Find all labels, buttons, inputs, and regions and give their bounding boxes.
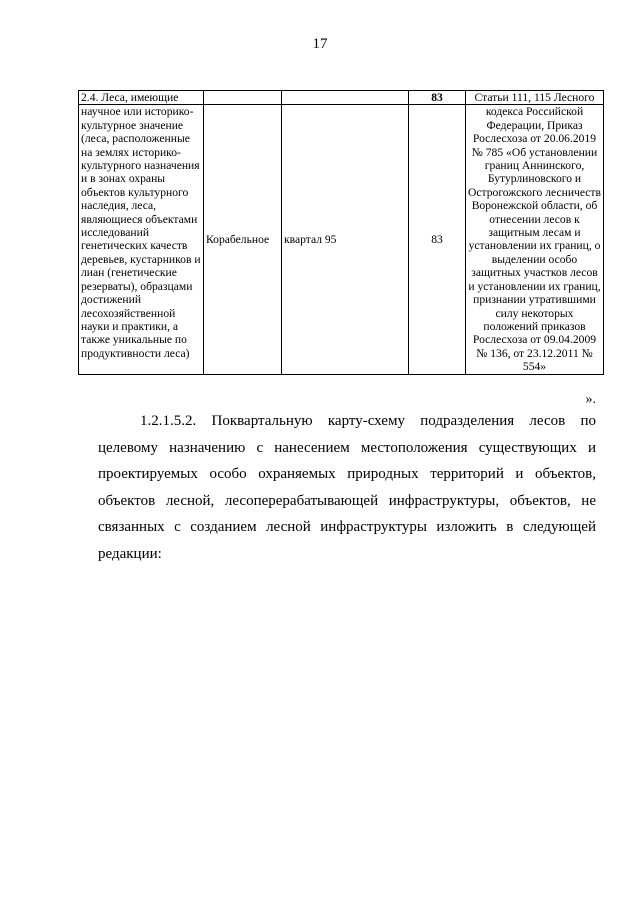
cell-quarter: квартал 95 xyxy=(282,105,409,374)
cell-category-title: 2.4. Леса, имеющие xyxy=(79,91,204,105)
table-row-body xyxy=(79,105,604,374)
cell-area: 83 xyxy=(409,105,466,374)
forest-designation-table xyxy=(78,90,604,375)
body-paragraph xyxy=(98,408,596,567)
cell-forestry: Корабельное xyxy=(204,105,282,374)
paragraph-text: 1.2.1.5.2. Поквартальную карту-схему подразделения лесов по целевому назначению с нанесением местоположения существующих и проектируемых особо охраняемых природных территорий и объектов, объектов лесной, лесоперерабатывающей инфраструктуры, объектов, не связанных с созданием лесной инфраструктуры изложить в следующей редакции: xyxy=(98,413,596,562)
cell-empty-quarter xyxy=(282,91,409,105)
table-row-header xyxy=(79,91,604,105)
page-number: 17 xyxy=(312,36,328,52)
closing-quote: ». xyxy=(585,392,596,407)
cell-category-description: научное или историко-культурное значение (леса, расположенные на землях историко-культурного назначения и в зонах охраны объектов культурного наследия, леса, являющиеся объектами исследований генетических качеств деревьев, кустарников и лиан (генетические резерваты), образцами достижений лесохозяйственной науки и практики, а также уникальные по продуктивности леса) xyxy=(79,105,204,374)
cell-total-area: 83 xyxy=(409,91,466,105)
cell-legal-basis: кодекса Российской Федерации, Приказ Рослесхоза от 20.06.2019 № 785 «Об установлении границ Аннинского, Бутурлиновского и Острогожского лесничеств Воронежской области, об отнесении лесов к защитным лесам и установлении их границ, о выделении особо защитных участков лесов и установлении их границ, признании утратившими силу некоторых положений приказов Рослесхоза от 09.04.2009 № 136, от 23.12.2011 № 554» xyxy=(466,105,604,374)
cell-empty-forestry xyxy=(204,91,282,105)
cell-basis-start: Статьи 111, 115 Лесного xyxy=(466,91,604,105)
